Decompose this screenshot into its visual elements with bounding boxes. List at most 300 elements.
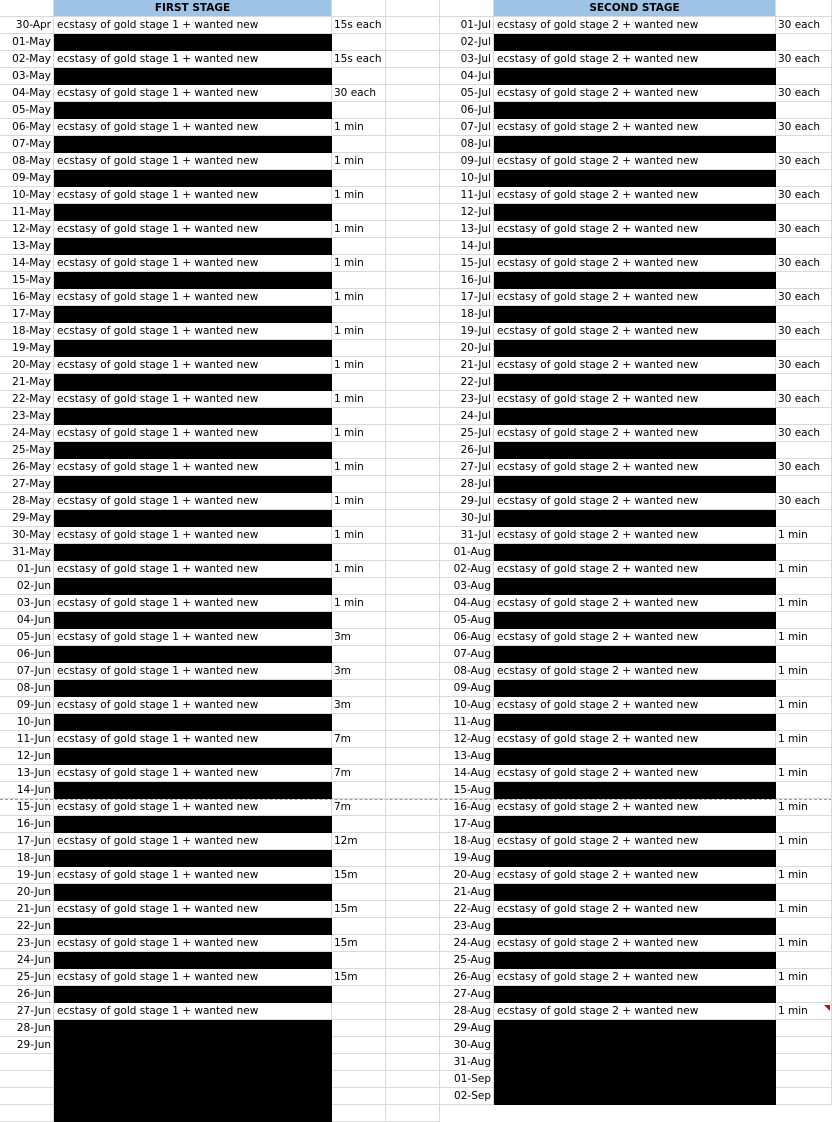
duration-cell[interactable] xyxy=(776,714,832,731)
redacted-cell[interactable] xyxy=(54,1071,332,1088)
date-cell[interactable]: 24-Aug xyxy=(440,935,494,952)
redacted-cell[interactable] xyxy=(54,714,332,731)
date-cell[interactable]: 18-Aug xyxy=(440,833,494,850)
header-blank-date-b[interactable] xyxy=(440,0,494,17)
redacted-cell[interactable] xyxy=(494,952,776,969)
duration-cell[interactable] xyxy=(776,68,832,85)
duration-cell[interactable]: 1 min xyxy=(332,459,386,476)
date-cell[interactable]: 18-Jun xyxy=(0,850,54,867)
activity-cell[interactable]: ecstasy of gold stage 2 + wanted new xyxy=(494,459,776,476)
duration-cell[interactable] xyxy=(776,408,832,425)
duration-cell[interactable] xyxy=(332,816,386,833)
date-cell[interactable]: 13-Aug xyxy=(440,748,494,765)
duration-cell[interactable]: 3m xyxy=(332,663,386,680)
redacted-cell[interactable] xyxy=(54,272,332,289)
empty-cell[interactable] xyxy=(386,204,440,221)
duration-cell[interactable] xyxy=(776,646,832,663)
activity-cell[interactable]: ecstasy of gold stage 2 + wanted new xyxy=(494,391,776,408)
date-cell[interactable]: 30-Apr xyxy=(0,17,54,34)
redacted-cell[interactable] xyxy=(494,1088,776,1105)
redacted-cell[interactable] xyxy=(494,340,776,357)
redacted-cell[interactable] xyxy=(54,986,332,1003)
redacted-cell[interactable] xyxy=(54,476,332,493)
date-cell[interactable]: 15-May xyxy=(0,272,54,289)
duration-cell[interactable] xyxy=(332,578,386,595)
duration-cell[interactable]: 30 each xyxy=(776,493,832,510)
duration-cell[interactable]: 30 each xyxy=(776,221,832,238)
date-cell[interactable]: 15-Jun xyxy=(0,799,54,816)
date-cell[interactable]: 17-Aug xyxy=(440,816,494,833)
duration-cell[interactable] xyxy=(332,340,386,357)
date-cell[interactable]: 10-Aug xyxy=(440,697,494,714)
header-blank-gap[interactable] xyxy=(386,0,440,17)
activity-cell[interactable]: ecstasy of gold stage 2 + wanted new xyxy=(494,289,776,306)
duration-cell[interactable] xyxy=(332,748,386,765)
empty-cell[interactable] xyxy=(386,1071,440,1088)
duration-cell[interactable]: 1 min xyxy=(332,527,386,544)
date-cell[interactable]: 22-Jul xyxy=(440,374,494,391)
duration-cell[interactable] xyxy=(332,306,386,323)
redacted-cell[interactable] xyxy=(54,918,332,935)
duration-cell[interactable]: 1 min xyxy=(332,391,386,408)
header-blank-date-a[interactable] xyxy=(0,0,54,17)
redacted-cell[interactable] xyxy=(54,238,332,255)
duration-cell[interactable]: 7m xyxy=(332,765,386,782)
empty-cell[interactable] xyxy=(386,833,440,850)
activity-cell[interactable]: ecstasy of gold stage 1 + wanted new xyxy=(54,357,332,374)
empty-cell[interactable] xyxy=(386,969,440,986)
date-cell[interactable]: 02-Jun xyxy=(0,578,54,595)
duration-cell[interactable] xyxy=(332,544,386,561)
date-cell[interactable]: 23-Aug xyxy=(440,918,494,935)
date-cell[interactable]: 16-Aug xyxy=(440,799,494,816)
redacted-cell[interactable] xyxy=(494,1071,776,1088)
duration-cell[interactable] xyxy=(776,782,832,799)
redacted-cell[interactable] xyxy=(494,306,776,323)
empty-cell[interactable] xyxy=(386,119,440,136)
date-cell[interactable]: 30-Jul xyxy=(440,510,494,527)
activity-cell[interactable]: ecstasy of gold stage 1 + wanted new xyxy=(54,799,332,816)
date-cell[interactable]: 26-May xyxy=(0,459,54,476)
activity-cell[interactable]: ecstasy of gold stage 2 + wanted new xyxy=(494,867,776,884)
date-cell[interactable]: 23-Jun xyxy=(0,935,54,952)
activity-cell[interactable]: ecstasy of gold stage 2 + wanted new xyxy=(494,85,776,102)
empty-cell[interactable] xyxy=(386,391,440,408)
empty-cell[interactable] xyxy=(386,187,440,204)
date-cell[interactable]: 01-May xyxy=(0,34,54,51)
redacted-cell[interactable] xyxy=(494,238,776,255)
duration-cell[interactable] xyxy=(332,680,386,697)
date-cell[interactable]: 01-Jun xyxy=(0,561,54,578)
redacted-cell[interactable] xyxy=(494,476,776,493)
empty-cell[interactable] xyxy=(386,255,440,272)
duration-cell[interactable]: 1 min xyxy=(332,561,386,578)
duration-cell[interactable]: 1 min xyxy=(776,1003,832,1020)
activity-cell[interactable]: ecstasy of gold stage 1 + wanted new xyxy=(54,527,332,544)
empty-cell[interactable] xyxy=(386,1105,440,1122)
redacted-cell[interactable] xyxy=(494,102,776,119)
activity-cell[interactable]: ecstasy of gold stage 1 + wanted new xyxy=(54,833,332,850)
empty-cell[interactable] xyxy=(386,816,440,833)
date-cell[interactable]: 05-May xyxy=(0,102,54,119)
activity-cell[interactable]: ecstasy of gold stage 2 + wanted new xyxy=(494,969,776,986)
empty-cell[interactable] xyxy=(386,153,440,170)
duration-cell[interactable] xyxy=(332,1088,386,1105)
date-cell[interactable]: 29-Aug xyxy=(440,1020,494,1037)
date-cell[interactable]: 11-Jun xyxy=(0,731,54,748)
date-cell[interactable]: 01-Sep xyxy=(440,1071,494,1088)
redacted-cell[interactable] xyxy=(494,850,776,867)
empty-cell[interactable] xyxy=(386,935,440,952)
date-cell[interactable]: 23-May xyxy=(0,408,54,425)
duration-cell[interactable] xyxy=(776,850,832,867)
duration-cell[interactable]: 1 min xyxy=(332,221,386,238)
redacted-cell[interactable] xyxy=(494,1020,776,1037)
date-cell[interactable] xyxy=(0,1054,54,1071)
duration-cell[interactable] xyxy=(776,578,832,595)
date-cell[interactable]: 07-May xyxy=(0,136,54,153)
redacted-cell[interactable] xyxy=(54,578,332,595)
redacted-cell[interactable] xyxy=(54,306,332,323)
date-cell[interactable]: 29-Jun xyxy=(0,1037,54,1054)
date-cell[interactable]: 07-Jul xyxy=(440,119,494,136)
duration-cell[interactable] xyxy=(776,612,832,629)
activity-cell[interactable]: ecstasy of gold stage 2 + wanted new xyxy=(494,221,776,238)
date-cell[interactable]: 28-Jun xyxy=(0,1020,54,1037)
empty-cell[interactable] xyxy=(386,272,440,289)
date-cell[interactable]: 19-Jul xyxy=(440,323,494,340)
empty-cell[interactable] xyxy=(386,714,440,731)
redacted-cell[interactable] xyxy=(54,1020,332,1037)
duration-cell[interactable]: 1 min xyxy=(776,765,832,782)
redacted-cell[interactable] xyxy=(54,68,332,85)
duration-cell[interactable]: 1 min xyxy=(332,119,386,136)
activity-cell[interactable]: ecstasy of gold stage 1 + wanted new xyxy=(54,85,332,102)
duration-cell[interactable] xyxy=(332,136,386,153)
duration-cell[interactable] xyxy=(332,612,386,629)
activity-cell[interactable]: ecstasy of gold stage 2 + wanted new xyxy=(494,629,776,646)
duration-cell[interactable]: 1 min xyxy=(776,595,832,612)
activity-cell[interactable]: ecstasy of gold stage 2 + wanted new xyxy=(494,731,776,748)
date-cell[interactable]: 16-May xyxy=(0,289,54,306)
redacted-cell[interactable] xyxy=(54,782,332,799)
redacted-cell[interactable] xyxy=(494,612,776,629)
date-cell[interactable]: 03-Jul xyxy=(440,51,494,68)
empty-cell[interactable] xyxy=(386,1037,440,1054)
empty-cell[interactable] xyxy=(386,34,440,51)
duration-cell[interactable]: 7m xyxy=(332,731,386,748)
date-cell[interactable]: 18-May xyxy=(0,323,54,340)
duration-cell[interactable] xyxy=(776,544,832,561)
duration-cell[interactable] xyxy=(332,272,386,289)
duration-cell[interactable]: 1 min xyxy=(776,697,832,714)
redacted-cell[interactable] xyxy=(494,170,776,187)
duration-cell[interactable] xyxy=(776,1020,832,1037)
duration-cell[interactable]: 1 min xyxy=(332,425,386,442)
date-cell[interactable]: 13-May xyxy=(0,238,54,255)
duration-cell[interactable]: 15s each xyxy=(332,51,386,68)
date-cell[interactable]: 31-Jul xyxy=(440,527,494,544)
empty-cell[interactable] xyxy=(386,731,440,748)
activity-cell[interactable]: ecstasy of gold stage 1 + wanted new xyxy=(54,765,332,782)
date-cell[interactable]: 17-Jul xyxy=(440,289,494,306)
duration-cell[interactable] xyxy=(332,34,386,51)
duration-cell[interactable] xyxy=(332,204,386,221)
date-cell[interactable]: 23-Jul xyxy=(440,391,494,408)
empty-cell[interactable] xyxy=(386,663,440,680)
date-cell[interactable]: 18-Jul xyxy=(440,306,494,323)
empty-cell[interactable] xyxy=(386,221,440,238)
empty-cell[interactable] xyxy=(386,476,440,493)
redacted-cell[interactable] xyxy=(54,170,332,187)
activity-cell[interactable]: ecstasy of gold stage 1 + wanted new xyxy=(54,629,332,646)
activity-cell[interactable]: ecstasy of gold stage 1 + wanted new xyxy=(54,221,332,238)
date-cell[interactable]: 11-Aug xyxy=(440,714,494,731)
duration-cell[interactable] xyxy=(332,918,386,935)
date-cell[interactable]: 10-Jun xyxy=(0,714,54,731)
redacted-cell[interactable] xyxy=(494,714,776,731)
date-cell[interactable]: 09-Jun xyxy=(0,697,54,714)
redacted-cell[interactable] xyxy=(494,34,776,51)
duration-cell[interactable] xyxy=(332,408,386,425)
date-cell[interactable]: 08-Jul xyxy=(440,136,494,153)
empty-cell[interactable] xyxy=(386,374,440,391)
activity-cell[interactable]: ecstasy of gold stage 1 + wanted new xyxy=(54,731,332,748)
redacted-cell[interactable] xyxy=(494,204,776,221)
date-cell[interactable]: 09-Aug xyxy=(440,680,494,697)
duration-cell[interactable]: 30 each xyxy=(776,255,832,272)
activity-cell[interactable]: ecstasy of gold stage 2 + wanted new xyxy=(494,561,776,578)
date-cell[interactable]: 31-Aug xyxy=(440,1054,494,1071)
date-cell[interactable] xyxy=(0,1105,54,1122)
empty-cell[interactable] xyxy=(386,306,440,323)
duration-cell[interactable] xyxy=(332,1037,386,1054)
activity-cell[interactable]: ecstasy of gold stage 2 + wanted new xyxy=(494,799,776,816)
duration-cell[interactable] xyxy=(332,102,386,119)
duration-cell[interactable]: 30 each xyxy=(776,391,832,408)
date-cell[interactable]: 29-Jul xyxy=(440,493,494,510)
redacted-cell[interactable] xyxy=(494,408,776,425)
duration-cell[interactable]: 30 each xyxy=(776,289,832,306)
duration-cell[interactable]: 1 min xyxy=(332,493,386,510)
date-cell[interactable]: 03-Aug xyxy=(440,578,494,595)
empty-cell[interactable] xyxy=(386,425,440,442)
empty-cell[interactable] xyxy=(386,561,440,578)
duration-cell[interactable]: 1 min xyxy=(332,595,386,612)
activity-cell[interactable]: ecstasy of gold stage 1 + wanted new xyxy=(54,17,332,34)
activity-cell[interactable]: ecstasy of gold stage 1 + wanted new xyxy=(54,867,332,884)
duration-cell[interactable]: 1 min xyxy=(776,629,832,646)
duration-cell[interactable]: 1 min xyxy=(776,561,832,578)
activity-cell[interactable]: ecstasy of gold stage 1 + wanted new xyxy=(54,153,332,170)
date-cell[interactable]: 12-May xyxy=(0,221,54,238)
activity-cell[interactable]: ecstasy of gold stage 2 + wanted new xyxy=(494,765,776,782)
duration-cell[interactable] xyxy=(776,816,832,833)
duration-cell[interactable] xyxy=(776,884,832,901)
date-cell[interactable]: 10-Jul xyxy=(440,170,494,187)
duration-cell[interactable]: 7m xyxy=(332,799,386,816)
date-cell[interactable]: 03-Jun xyxy=(0,595,54,612)
empty-cell[interactable] xyxy=(386,1054,440,1071)
redacted-cell[interactable] xyxy=(54,748,332,765)
date-cell[interactable]: 06-Aug xyxy=(440,629,494,646)
activity-cell[interactable]: ecstasy of gold stage 1 + wanted new xyxy=(54,119,332,136)
redacted-cell[interactable] xyxy=(54,1054,332,1071)
redacted-cell[interactable] xyxy=(494,578,776,595)
redacted-cell[interactable] xyxy=(494,782,776,799)
date-cell[interactable]: 05-Jul xyxy=(440,85,494,102)
date-cell[interactable]: 07-Aug xyxy=(440,646,494,663)
duration-cell[interactable] xyxy=(776,476,832,493)
date-cell[interactable]: 28-May xyxy=(0,493,54,510)
date-cell[interactable]: 14-Jun xyxy=(0,782,54,799)
empty-cell[interactable] xyxy=(386,510,440,527)
duration-cell[interactable]: 30 each xyxy=(776,323,832,340)
redacted-cell[interactable] xyxy=(54,952,332,969)
redacted-cell[interactable] xyxy=(54,442,332,459)
date-cell[interactable]: 20-May xyxy=(0,357,54,374)
date-cell[interactable]: 01-Jul xyxy=(440,17,494,34)
duration-cell[interactable] xyxy=(776,374,832,391)
activity-cell[interactable]: ecstasy of gold stage 1 + wanted new xyxy=(54,51,332,68)
date-cell[interactable]: 17-May xyxy=(0,306,54,323)
activity-cell[interactable]: ecstasy of gold stage 2 + wanted new xyxy=(494,357,776,374)
empty-cell[interactable] xyxy=(386,986,440,1003)
date-cell[interactable]: 02-Jul xyxy=(440,34,494,51)
redacted-cell[interactable] xyxy=(494,442,776,459)
header-first-stage[interactable]: FIRST STAGE xyxy=(54,0,332,17)
redacted-cell[interactable] xyxy=(54,1105,332,1122)
empty-cell[interactable] xyxy=(386,527,440,544)
date-cell[interactable]: 10-May xyxy=(0,187,54,204)
redacted-cell[interactable] xyxy=(54,34,332,51)
duration-cell[interactable] xyxy=(332,238,386,255)
date-cell[interactable]: 25-Jul xyxy=(440,425,494,442)
activity-cell[interactable]: ecstasy of gold stage 1 + wanted new xyxy=(54,425,332,442)
redacted-cell[interactable] xyxy=(494,374,776,391)
empty-cell[interactable] xyxy=(386,612,440,629)
date-cell[interactable]: 22-Aug xyxy=(440,901,494,918)
empty-cell[interactable] xyxy=(386,340,440,357)
date-cell[interactable]: 04-Jul xyxy=(440,68,494,85)
activity-cell[interactable]: ecstasy of gold stage 2 + wanted new xyxy=(494,493,776,510)
date-cell[interactable]: 13-Jul xyxy=(440,221,494,238)
empty-cell[interactable] xyxy=(386,646,440,663)
empty-cell[interactable] xyxy=(386,136,440,153)
duration-cell[interactable]: 15m xyxy=(332,901,386,918)
date-cell[interactable]: 16-Jul xyxy=(440,272,494,289)
duration-cell[interactable] xyxy=(332,884,386,901)
activity-cell[interactable]: ecstasy of gold stage 2 + wanted new xyxy=(494,255,776,272)
redacted-cell[interactable] xyxy=(494,136,776,153)
header-blank-note-a[interactable] xyxy=(332,0,386,17)
date-cell[interactable]: 12-Jul xyxy=(440,204,494,221)
duration-cell[interactable]: 30 each xyxy=(776,153,832,170)
duration-cell[interactable] xyxy=(776,340,832,357)
redacted-cell[interactable] xyxy=(494,510,776,527)
activity-cell[interactable]: ecstasy of gold stage 2 + wanted new xyxy=(494,17,776,34)
date-cell[interactable]: 08-May xyxy=(0,153,54,170)
date-cell[interactable]: 24-Jul xyxy=(440,408,494,425)
duration-cell[interactable] xyxy=(332,850,386,867)
duration-cell[interactable] xyxy=(332,374,386,391)
duration-cell[interactable]: 30 each xyxy=(776,51,832,68)
date-cell[interactable]: 20-Aug xyxy=(440,867,494,884)
date-cell[interactable] xyxy=(0,1071,54,1088)
redacted-cell[interactable] xyxy=(54,884,332,901)
activity-cell[interactable]: ecstasy of gold stage 1 + wanted new xyxy=(54,935,332,952)
date-cell[interactable]: 14-May xyxy=(0,255,54,272)
duration-cell[interactable] xyxy=(776,680,832,697)
activity-cell[interactable]: ecstasy of gold stage 1 + wanted new xyxy=(54,255,332,272)
date-cell[interactable]: 13-Jun xyxy=(0,765,54,782)
redacted-cell[interactable] xyxy=(494,272,776,289)
empty-cell[interactable] xyxy=(386,68,440,85)
date-cell[interactable]: 14-Jul xyxy=(440,238,494,255)
date-cell[interactable]: 22-May xyxy=(0,391,54,408)
redacted-cell[interactable] xyxy=(54,408,332,425)
empty-cell[interactable] xyxy=(386,799,440,816)
duration-cell[interactable] xyxy=(776,238,832,255)
date-cell[interactable]: 24-Jun xyxy=(0,952,54,969)
empty-cell[interactable] xyxy=(386,85,440,102)
activity-cell[interactable]: ecstasy of gold stage 1 + wanted new xyxy=(54,187,332,204)
duration-cell[interactable] xyxy=(332,68,386,85)
empty-cell[interactable] xyxy=(386,867,440,884)
date-cell[interactable]: 08-Jun xyxy=(0,680,54,697)
empty-cell[interactable] xyxy=(386,408,440,425)
redacted-cell[interactable] xyxy=(54,850,332,867)
empty-cell[interactable] xyxy=(386,51,440,68)
activity-cell[interactable]: ecstasy of gold stage 1 + wanted new xyxy=(54,969,332,986)
activity-cell[interactable]: ecstasy of gold stage 1 + wanted new xyxy=(54,289,332,306)
duration-cell[interactable]: 1 min xyxy=(332,289,386,306)
duration-cell[interactable]: 30 each xyxy=(776,85,832,102)
duration-cell[interactable]: 30 each xyxy=(776,119,832,136)
redacted-cell[interactable] xyxy=(54,544,332,561)
duration-cell[interactable]: 30 each xyxy=(776,357,832,374)
duration-cell[interactable]: 30 each xyxy=(776,425,832,442)
date-cell[interactable]: 06-Jul xyxy=(440,102,494,119)
empty-cell[interactable] xyxy=(386,850,440,867)
redacted-cell[interactable] xyxy=(494,816,776,833)
date-cell[interactable]: 05-Jun xyxy=(0,629,54,646)
date-cell[interactable]: 27-Jun xyxy=(0,1003,54,1020)
empty-cell[interactable] xyxy=(386,1003,440,1020)
duration-cell[interactable]: 1 min xyxy=(332,323,386,340)
date-cell[interactable]: 25-May xyxy=(0,442,54,459)
empty-cell[interactable] xyxy=(386,17,440,34)
duration-cell[interactable]: 15m xyxy=(332,969,386,986)
activity-cell[interactable]: ecstasy of gold stage 1 + wanted new xyxy=(54,391,332,408)
duration-cell[interactable]: 12m xyxy=(332,833,386,850)
date-cell[interactable]: 24-May xyxy=(0,425,54,442)
date-cell[interactable]: 20-Jun xyxy=(0,884,54,901)
duration-cell[interactable] xyxy=(776,442,832,459)
empty-cell[interactable] xyxy=(386,782,440,799)
redacted-cell[interactable] xyxy=(494,748,776,765)
duration-cell[interactable] xyxy=(776,34,832,51)
header-second-stage[interactable]: SECOND STAGE xyxy=(494,0,776,17)
empty-cell[interactable] xyxy=(386,884,440,901)
date-cell[interactable]: 26-Jun xyxy=(0,986,54,1003)
date-cell[interactable]: 04-May xyxy=(0,85,54,102)
duration-cell[interactable] xyxy=(776,272,832,289)
activity-cell[interactable]: ecstasy of gold stage 1 + wanted new xyxy=(54,595,332,612)
duration-cell[interactable] xyxy=(332,170,386,187)
date-cell[interactable]: 21-May xyxy=(0,374,54,391)
duration-cell[interactable]: 1 min xyxy=(776,731,832,748)
